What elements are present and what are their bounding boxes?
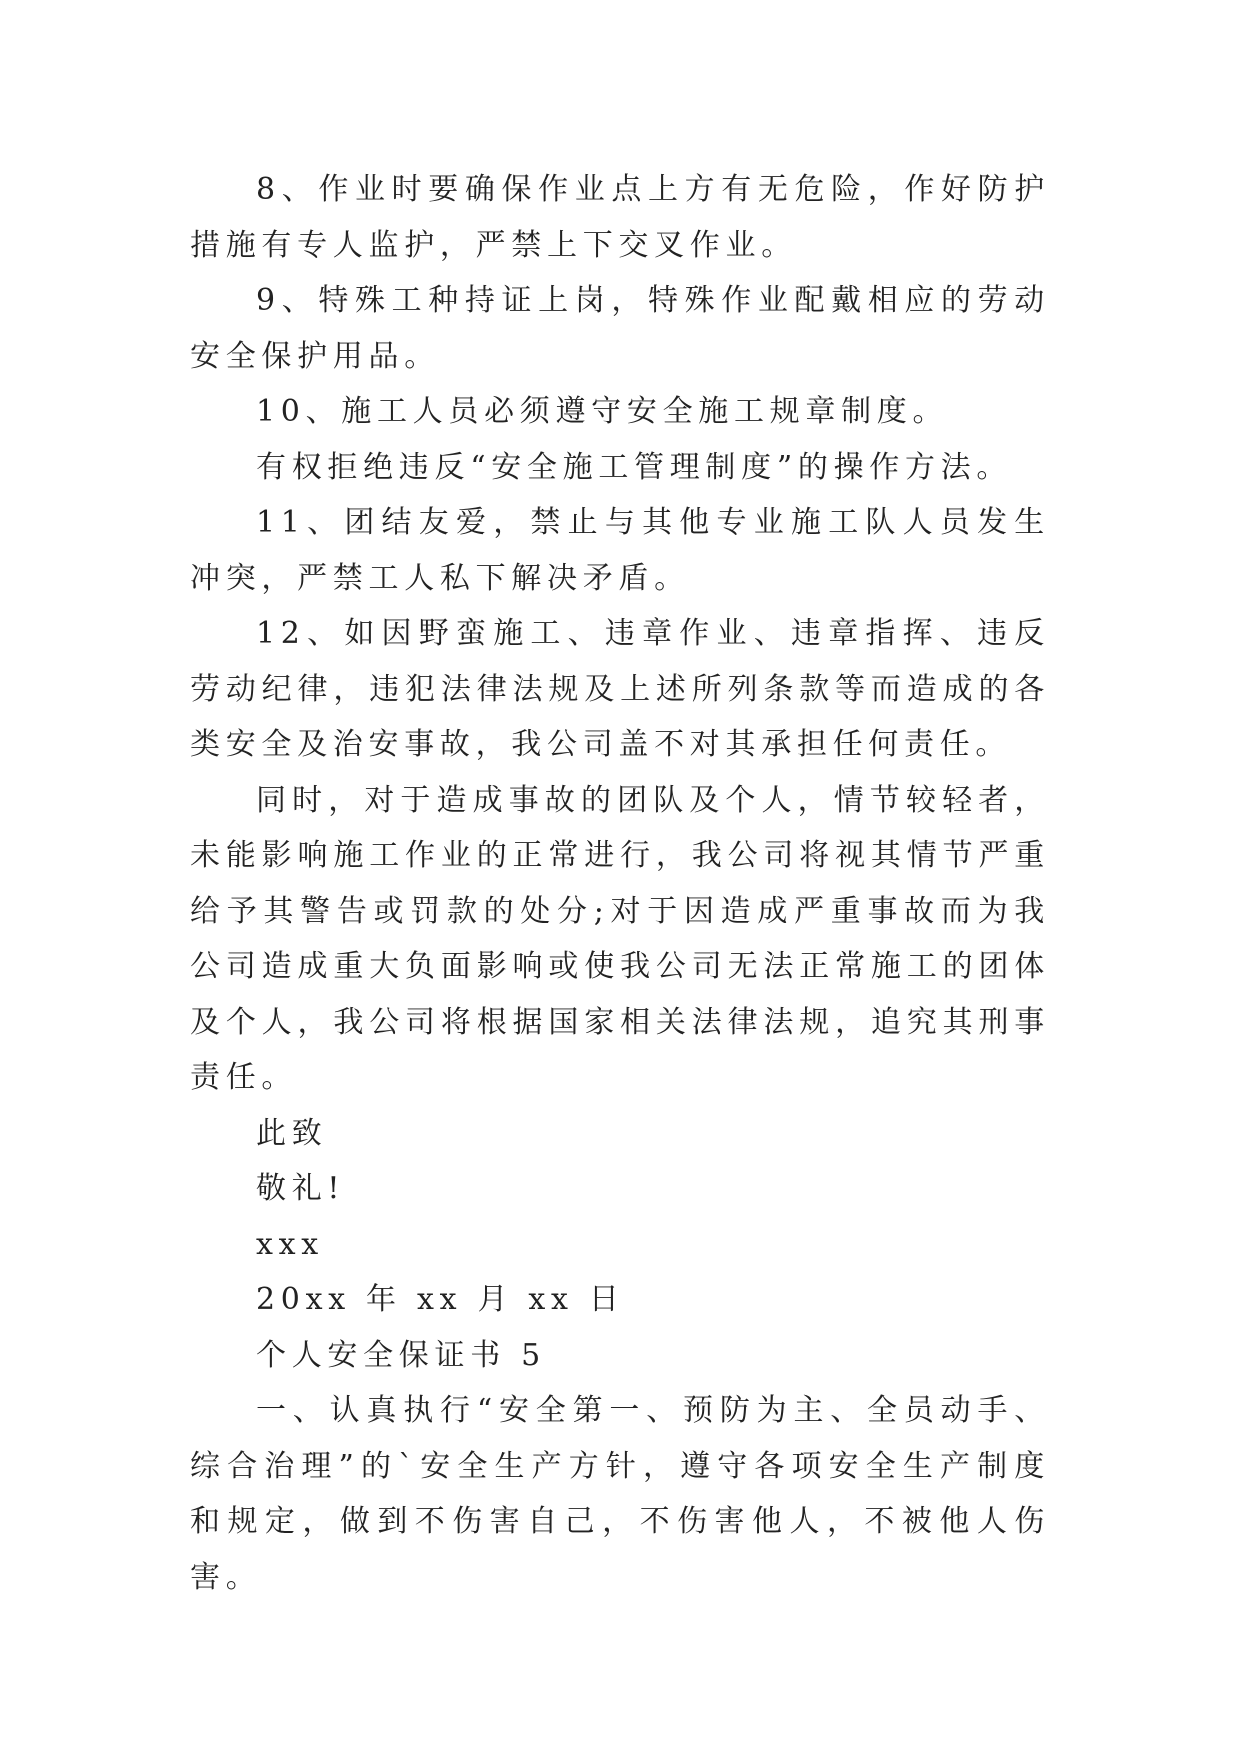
section-heading: 个人安全保证书 5 [256, 1337, 546, 1373]
paragraph-penalty: 同时，对于造成事故的团队及个人，情节较轻者，未能影响施工作业的正常进行，我公司将视其情节严重给予其警告或罚款的处分;对于因造成严重事故而为我公司造成重大负面影响或使我公司无法正常施工的团体及个人，我公司将根据国家相关法律法规，追究其刑事责任。 [190, 782, 1050, 1095]
closing-regards: 敬礼! [256, 1171, 346, 1206]
paragraph-item-12: 12、如因野蛮施工、违章作业、违章指挥、违反劳动纪律，违犯法律法规及上述所列条款等而造成的各类安全及治安事故，我公司盖不对其承担任何责任。 [190, 616, 1050, 762]
paragraph-item-11: 11、团结友爱，禁止与其他专业施工队人员发生冲突，严禁工人私下解决矛盾。 [190, 505, 1050, 596]
closing-salutation: 此致 [256, 1115, 328, 1151]
paragraph-item-9: 9、特殊工种持证上岗，特殊作业配戴相应的劳动安全保护用品。 [190, 283, 1050, 374]
signature-date: 20xx 年 xx 月 xx 日 [256, 1282, 625, 1317]
signature-name: xxx [256, 1226, 324, 1262]
paragraph-item-8: 8、作业时要确保作业点上方有无危险，作好防护措施有专人监护，严禁上下交叉作业。 [190, 172, 1050, 263]
paragraph-refusal-right: 有权拒绝违反“安全施工管理制度”的操作方法。 [256, 449, 1013, 485]
paragraph-item-10: 10、施工人员必须遵守安全施工规章制度。 [256, 394, 949, 429]
paragraph-clause-1: 一、认真执行“安全第一、预防为主、全员动手、综合治理”的`安全生产方针，遵守各项安全生产制度和规定，做到不伤害自己，不伤害他人，不被他人伤害。 [190, 1393, 1050, 1595]
document-body [190, 162, 1050, 1605]
